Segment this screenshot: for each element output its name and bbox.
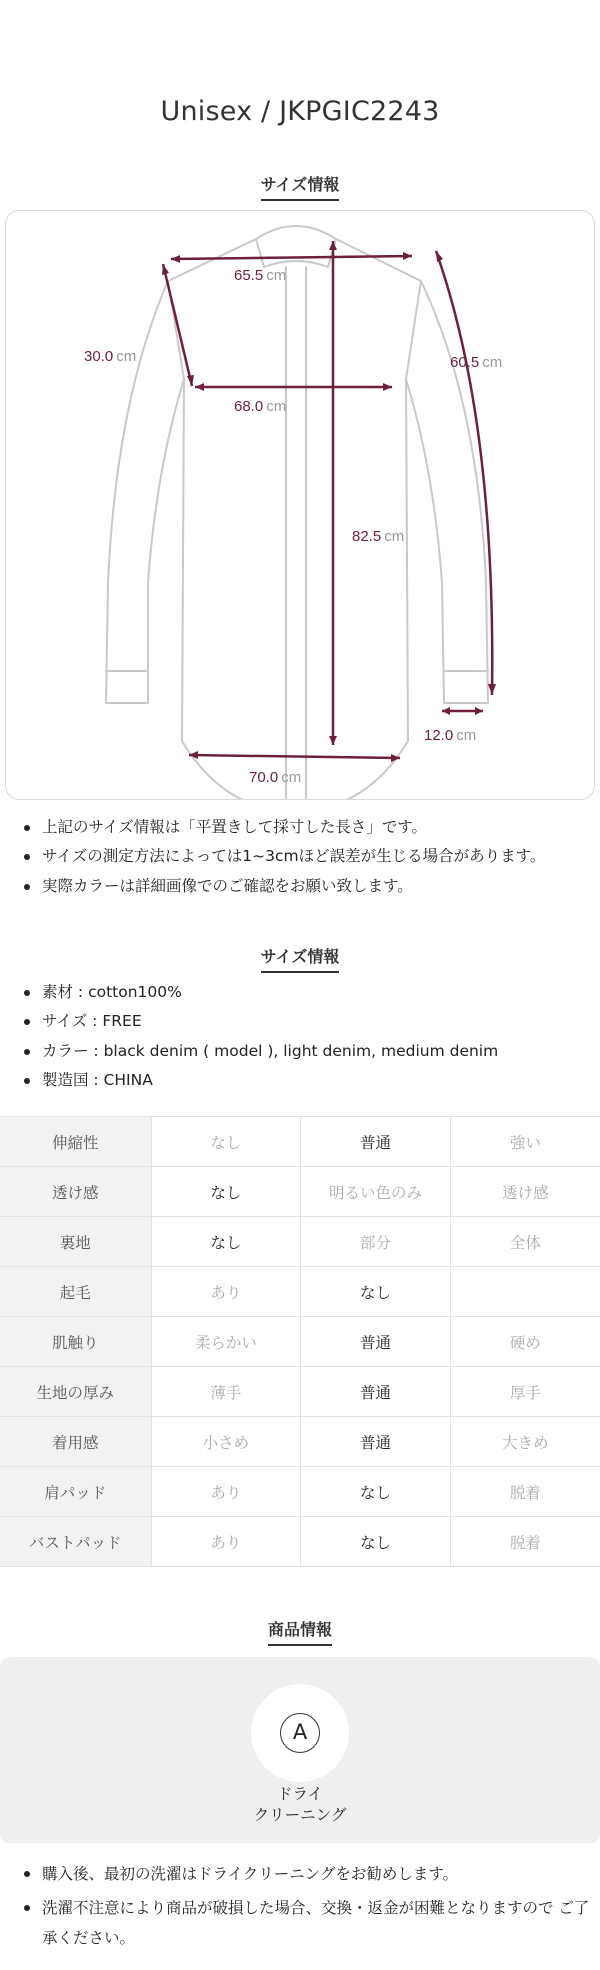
attribute-option: 硬め <box>450 1317 600 1367</box>
list-item: 製造国 : CHINA <box>22 1066 592 1095</box>
attribute-option-selected: なし <box>301 1467 451 1517</box>
table-row <box>0 1267 600 1317</box>
sleeve-measure-label: 60.5 cm <box>450 354 503 371</box>
care-label-line2: クリーニング <box>253 1805 347 1824</box>
list-item: 購入後、最初の洗濯はドライクリーニングをお勧めします。 <box>22 1859 592 1889</box>
armhole-arrow-top <box>162 264 169 275</box>
cuff-arrow-left <box>442 707 450 715</box>
attribute-option-selected: 普通 <box>301 1317 451 1367</box>
list-item: 洗濯不注意により商品が破損した場合、交換・返金が困難となりますので ご了承ください。 <box>22 1893 592 1953</box>
dry-clean-icon: A <box>280 1713 320 1753</box>
chest-arrow-right <box>383 383 392 391</box>
table-row <box>0 1467 600 1517</box>
attribute-option: 厚手 <box>450 1367 600 1417</box>
attribute-label: 起毛 <box>0 1267 151 1317</box>
sleeve-arrow-bottom <box>488 684 496 695</box>
fabric-attribute-table <box>0 1116 600 1567</box>
shirt-diagram <box>6 211 595 800</box>
attribute-option: 部分 <box>301 1217 451 1267</box>
body-outline <box>168 239 421 800</box>
armhole-measure-label: 30.0 cm <box>84 348 137 365</box>
care-symbol-circle <box>251 1684 349 1782</box>
table-row <box>0 1217 600 1267</box>
attribute-label: バストパッド <box>0 1517 151 1567</box>
attribute-option: 明るい色のみ <box>301 1167 451 1217</box>
attribute-option-selected: なし <box>301 1517 451 1567</box>
chest-measure-label: 68.0 cm <box>234 398 287 415</box>
size-notes-list <box>22 813 592 901</box>
attribute-option-selected: なし <box>151 1167 301 1217</box>
left-sleeve-inner <box>148 379 184 703</box>
attribute-option-selected: 普通 <box>301 1367 451 1417</box>
care-label-line1: ドライ <box>276 1785 324 1803</box>
shoulder-arrow-right <box>403 252 412 260</box>
attribute-label: 伸縮性 <box>0 1117 151 1167</box>
length-arrow-bottom <box>329 736 337 745</box>
care-heading <box>0 1617 600 1646</box>
attribute-option-selected: なし <box>151 1217 301 1267</box>
attribute-option: 大きめ <box>450 1417 600 1467</box>
care-panel <box>0 1657 600 1843</box>
attribute-option: あり <box>151 1267 301 1317</box>
table-row <box>0 1367 600 1417</box>
shoulder-measure-label: 65.5 cm <box>234 267 287 284</box>
hem-measure-line <box>189 755 400 758</box>
list-item: サイズの測定方法によっては1~3cmほど誤差が生じる場合があります。 <box>22 842 592 871</box>
attribute-label: 着用感 <box>0 1417 151 1467</box>
list-item: サイズ : FREE <box>22 1007 592 1036</box>
attribute-option: 強い <box>450 1117 600 1167</box>
spec-heading-text: サイズ情報 <box>261 944 340 973</box>
chest-arrow-left <box>195 383 204 391</box>
attribute-option: 透け感 <box>450 1167 600 1217</box>
attribute-option: 薄手 <box>151 1367 301 1417</box>
attribute-label: 生地の厚み <box>0 1367 151 1417</box>
table-row <box>0 1117 600 1167</box>
list-item: カラー : black denim ( model ), light denim, medium denim <box>22 1037 592 1066</box>
attribute-option-selected: 普通 <box>301 1117 451 1167</box>
right-cuff-outline <box>444 671 488 703</box>
care-notes-list <box>22 1859 592 1958</box>
attribute-option <box>450 1267 600 1317</box>
cuff-measure-label: 12.0 cm <box>424 727 477 744</box>
armhole-measure-line <box>163 264 192 386</box>
sleeve-arrow-top <box>436 251 443 262</box>
attribute-label: 肌触り <box>0 1317 151 1367</box>
size-info-heading-text: サイズ情報 <box>261 172 340 201</box>
spec-heading <box>0 944 600 973</box>
care-label <box>0 1784 600 1826</box>
table-row <box>0 1317 600 1367</box>
product-title: Unisex / JKPGIC2243 <box>160 96 440 127</box>
list-item: 素材 : cotton100% <box>22 978 592 1007</box>
attribute-option: 小さめ <box>151 1417 301 1467</box>
attribute-option: あり <box>151 1467 301 1517</box>
table-row <box>0 1167 600 1217</box>
attribute-option: 柔らかい <box>151 1317 301 1367</box>
attribute-label: 肩パッド <box>0 1467 151 1517</box>
collar-outline <box>256 226 336 267</box>
attribute-option-selected: 普通 <box>301 1417 451 1467</box>
shoulder-arrow-left <box>171 255 180 263</box>
attribute-option: あり <box>151 1517 301 1567</box>
list-item: 実際カラーは詳細画像でのご確認をお願い致します。 <box>22 872 592 901</box>
length-measure-label: 82.5 cm <box>352 528 405 545</box>
attribute-option: なし <box>151 1117 301 1167</box>
attribute-option-selected: なし <box>301 1267 451 1317</box>
right-sleeve-inner <box>406 379 444 703</box>
list-item: 上記のサイズ情報は「平置きして採寸した長さ」です。 <box>22 813 592 842</box>
sleeve-measure-line <box>436 251 492 695</box>
size-diagram <box>5 210 595 800</box>
attribute-option: 脱着 <box>450 1517 600 1567</box>
care-heading-text: 商品情報 <box>268 1617 332 1646</box>
cuff-arrow-right <box>475 707 483 715</box>
placket-outline <box>286 267 306 800</box>
left-cuff-outline <box>106 671 148 703</box>
table-row <box>0 1417 600 1467</box>
attribute-label: 透け感 <box>0 1167 151 1217</box>
attribute-option: 全体 <box>450 1217 600 1267</box>
table-row <box>0 1517 600 1567</box>
hem-measure-label: 70.0 cm <box>249 769 302 786</box>
spec-list <box>22 978 592 1096</box>
attribute-label: 裏地 <box>0 1217 151 1267</box>
attribute-option: 脱着 <box>450 1467 600 1517</box>
size-info-heading <box>0 172 600 201</box>
